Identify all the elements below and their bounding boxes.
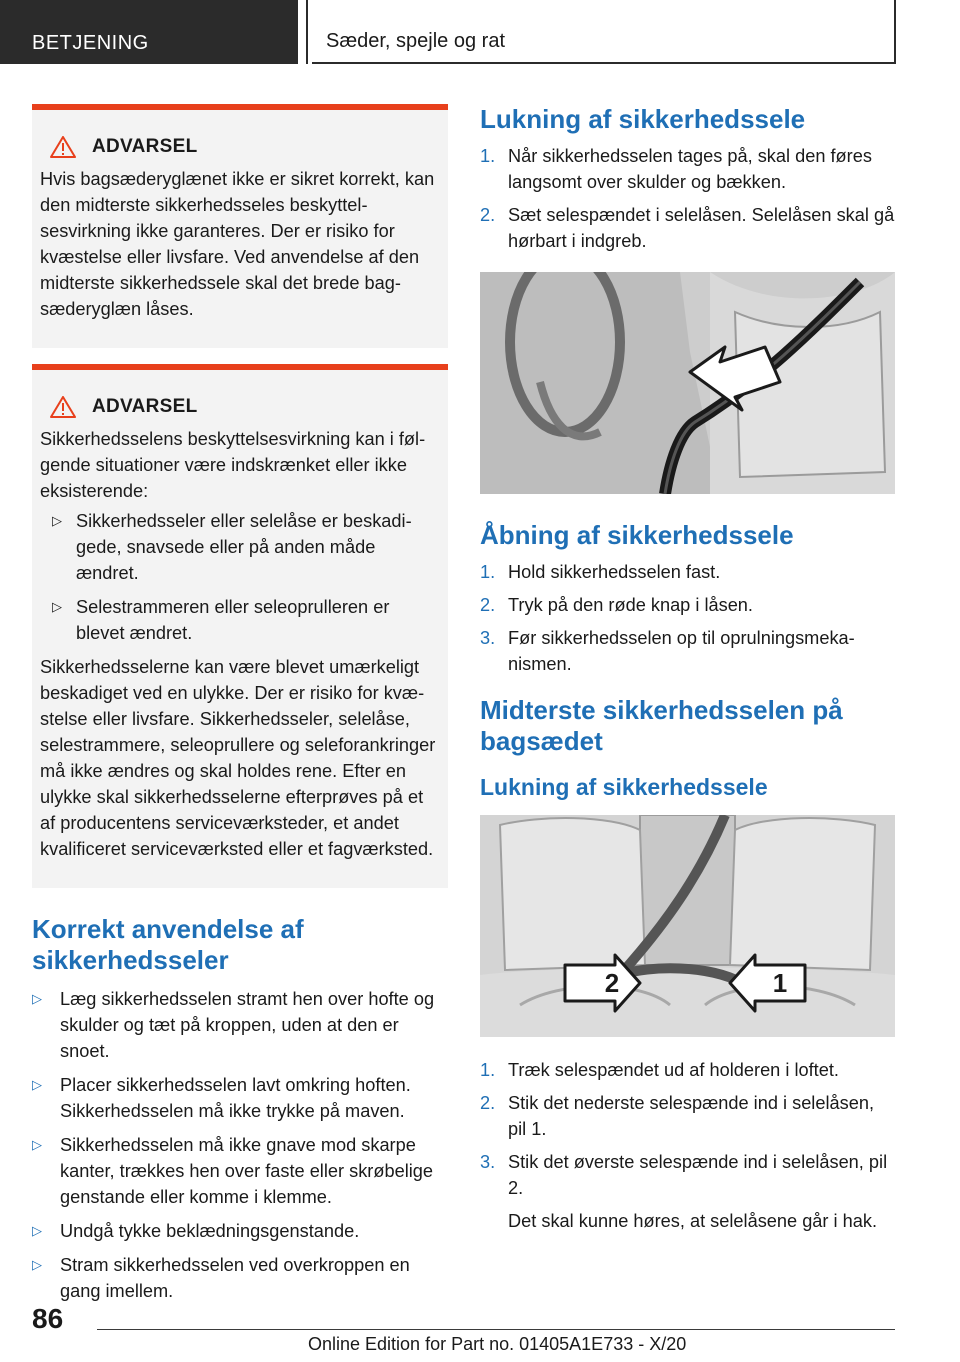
section-title-middle-belt: Midterste sikkerhedsselen på bagsædet bbox=[480, 695, 843, 756]
list-item-text: Læg sikkerhedsselen stramt hen over hofte og skulder og tæt på kroppen, uden at den er snoet. bbox=[60, 989, 435, 1061]
step-item bbox=[480, 625, 895, 677]
warning-box-1 bbox=[32, 104, 448, 348]
step-text: Sæt selespændet i selelåsen. Selelåsen skal gå hørbart i indgreb. bbox=[508, 205, 895, 251]
header-section-tab bbox=[0, 0, 298, 64]
step-item bbox=[480, 143, 895, 195]
step-number: 1. bbox=[480, 562, 496, 582]
section-title-closing: Lukning af sikkerhedssele bbox=[480, 104, 806, 134]
footer-rule bbox=[97, 1329, 895, 1330]
arrow-label-2: 2 bbox=[604, 968, 620, 998]
list-item bbox=[32, 1218, 448, 1244]
step-text: Hold sikkerhedsselen fast. bbox=[508, 562, 721, 582]
list-item-text: Sikkerhedsselen må ikke gnave mod skarpe kanter, trækkes hen over faste eller skrøbelige genstande eller komme i klemme. bbox=[60, 1135, 434, 1207]
section-title-correct-use: Korrekt anvendelse af sikkerhedsseler bbox=[32, 914, 304, 975]
figure-middle-belt bbox=[480, 815, 895, 1037]
step-text: Stik det nederste selespænde ind i selelåsen, pil 1. bbox=[508, 1093, 874, 1139]
step-number: 2. bbox=[480, 595, 496, 615]
footer-edition-text: Online Edition for Part no. 01405A1E733 - X/20 bbox=[308, 1334, 687, 1354]
step-item bbox=[480, 202, 895, 254]
list-item bbox=[32, 1252, 448, 1304]
list-item bbox=[32, 1072, 448, 1124]
middle-belt-steps bbox=[480, 1057, 895, 1234]
warning-intro: Sikkerhedsselens beskyttelsesvirkning kan i følgende situationer være indskrænket eller ikke eksisterende: bbox=[40, 429, 426, 501]
header-chapter-label: Sæder, spejle og rat bbox=[326, 30, 505, 52]
usage-list bbox=[32, 986, 448, 1304]
subsection-title-closing: Lukning af sikkerhedssele bbox=[480, 774, 768, 800]
step-item bbox=[480, 1090, 895, 1142]
step-number: 1. bbox=[480, 146, 496, 166]
triangle-bullet-icon: ▷ bbox=[52, 599, 62, 614]
list-item-text: Selestrammeren eller seleoprulleren er blevet ændret. bbox=[76, 597, 390, 643]
warning-outro: Sikkerhedsselerne kan være blevet umærkeligt beskadiget ved en ulykke. Der er risiko for kvæstelse eller livsfare. Sikkerhedsseler, selelåse, selestrammere, seleoprullere og seleforankringer må ikke ændres og skal holdes rene. Efter en ulykke skal sikkerhedsselerne efterprøves på et af producentens serviceværksteder, et andet kvalificeret serviceværksted eller et fagværksted. bbox=[40, 657, 436, 859]
header-chapter-tab bbox=[312, 0, 896, 64]
step-text: Stik det øverste selespænde ind i selelåsen, pil 2. bbox=[508, 1152, 888, 1198]
section-title-opening: Åbning af sikkerhedssele bbox=[480, 520, 794, 550]
list-item bbox=[32, 1132, 448, 1210]
triangle-bullet-icon: ▷ bbox=[52, 513, 62, 528]
step-number: 2. bbox=[480, 1093, 496, 1113]
triangle-bullet-icon: ▷ bbox=[32, 1257, 42, 1272]
step-text: Når sikkerhedsselen tages på, skal den føres langsomt over skulder og bækken. bbox=[508, 146, 872, 192]
page-number: 86 bbox=[32, 1303, 64, 1334]
step-item bbox=[480, 1149, 895, 1234]
warning-title: ADVARSEL bbox=[92, 136, 198, 157]
list-item-text: Placer sikkerhedsselen lavt omkring hoften. Sikkerhedsselen må ikke trykke på maven. bbox=[60, 1075, 411, 1121]
step-text: Tryk på den røde knap i låsen. bbox=[508, 595, 753, 615]
opening-steps bbox=[480, 559, 895, 677]
warning-title: ADVARSEL bbox=[92, 396, 198, 417]
list-item-text: Sikkerhedsseler eller selelåse er beskadigede, snavsede eller på anden måde ændret. bbox=[76, 511, 412, 583]
list-item-text: Undgå tykke beklædningsgenstande. bbox=[60, 1221, 360, 1241]
triangle-bullet-icon: ▷ bbox=[32, 1137, 42, 1152]
triangle-bullet-icon: ▷ bbox=[32, 1077, 42, 1092]
warning-triangle-icon bbox=[50, 396, 76, 418]
list-item-text: Stram sikkerhedsselen ved overkroppen en gang imellem. bbox=[60, 1255, 410, 1301]
header-divider bbox=[306, 0, 308, 64]
warning-heading bbox=[50, 396, 440, 418]
step-item bbox=[480, 559, 895, 585]
warning-text: Hvis bagsæderyglænet ikke er sikret korrekt, kan den midterste sikkerhedsseles beskyttelsesvirkning ikke garanteres. Der er risiko for kvæstelse eller livsfare. Ved anvendelse af den midterste sikkerhedssele skal det brede bagsæderyglæn låses. bbox=[40, 169, 435, 319]
step-text: Før sikkerhedsselen op til oprulningsmekanismen. bbox=[508, 628, 855, 674]
step-number: 3. bbox=[480, 628, 496, 648]
warning-box-2 bbox=[32, 364, 448, 888]
list-item bbox=[32, 986, 448, 1064]
step-item bbox=[480, 592, 895, 618]
header-section-label: BETJENING bbox=[32, 32, 149, 54]
step-note: Det skal kunne høres, at selelåsene går i hak. bbox=[508, 1211, 877, 1231]
figure-seatbelt-closing bbox=[480, 272, 895, 494]
right-column bbox=[480, 104, 895, 1252]
step-number: 3. bbox=[480, 1152, 496, 1172]
warning-heading bbox=[50, 136, 440, 158]
closing-steps bbox=[480, 143, 895, 254]
step-number: 1. bbox=[480, 1060, 496, 1080]
seatbelt-closing-illustration bbox=[480, 272, 895, 494]
left-column bbox=[32, 104, 448, 1312]
middle-belt-illustration bbox=[480, 815, 895, 1037]
list-item bbox=[40, 508, 440, 586]
step-text: Træk selespændet ud af holderen i loftet. bbox=[508, 1060, 839, 1080]
triangle-bullet-icon: ▷ bbox=[32, 1223, 42, 1238]
warning-list bbox=[40, 508, 440, 646]
triangle-bullet-icon: ▷ bbox=[32, 991, 42, 1006]
arrow-label-1: 1 bbox=[772, 968, 788, 998]
step-item bbox=[480, 1057, 895, 1083]
step-number: 2. bbox=[480, 205, 496, 225]
list-item bbox=[40, 594, 440, 646]
warning-triangle-icon bbox=[50, 136, 76, 158]
